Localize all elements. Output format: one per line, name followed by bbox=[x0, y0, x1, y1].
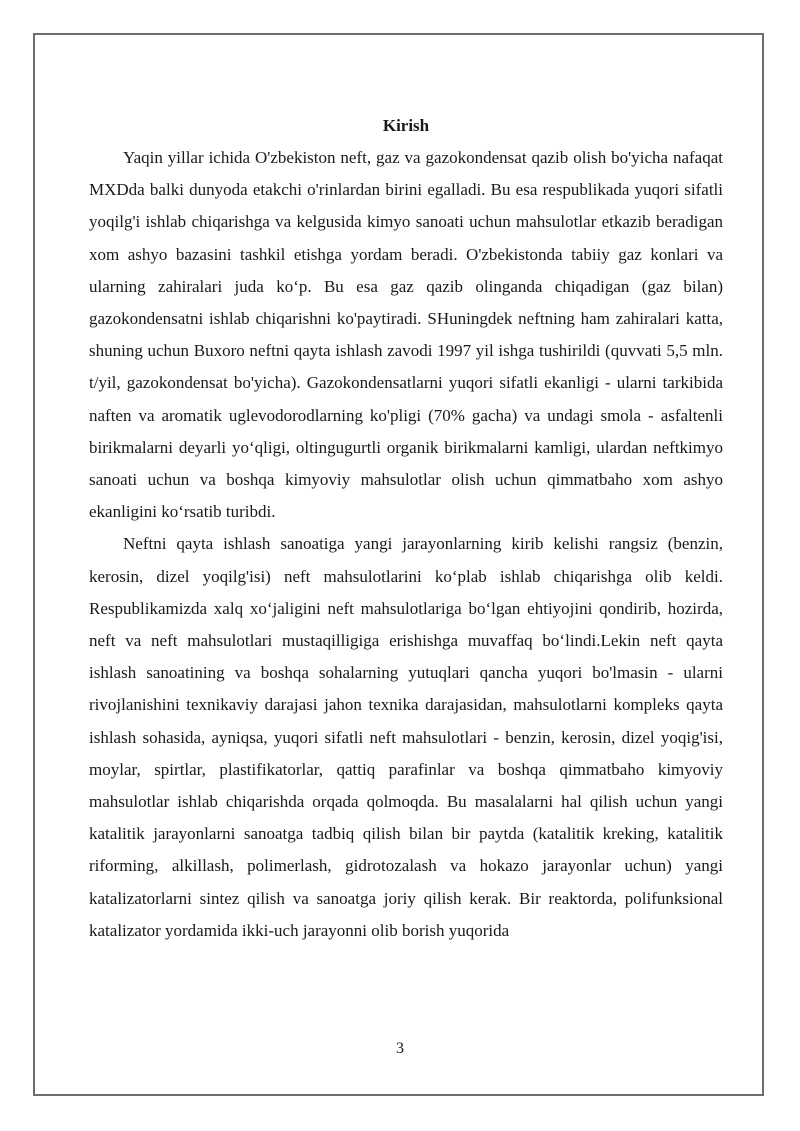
section-title: Kirish bbox=[382, 116, 430, 135]
paragraph-2: Neftni qayta ishlash sanoatiga yangi jarayonlarning kirib kelishi rangsiz (benzin, kerosin, dizel yoqilg'isi) neft mahsulotlarini ko‘plab ishlab chiqarishga olib keldi. Respublikamizda xalq xo‘jaligini neft mahsulotlariga bo‘lgan ehtiyojini qondirib, hozirda, neft va neft mahsulotlari mustaqilligiga erishishga muvaffaq bo‘lindi.Lekin neft qayta ishlash sanoatining va boshqa sohalarning yutuqlari qancha yuqori bo'lmasin - ularni rivojlanishini texnikaviy darajasi jahon texnika darajasidan, mahsulotlarni kompleks qayta ishlash sohasida, ayniqsa, yuqori sifatli neft mahsulotlari - benzin, kerosin, dizel yoqig'isi, moylar, spirtlar, plastifikatorlar, qattiq parafinlar va boshqa qimmatbaho kimyoviy mahsulotlar ishlab chiqarishda orqada qolmoqda. Bu masalalarni hal qilish uchun yangi katalitik jarayonlarni sanoatga tadbiq qilish bilan bir paytda (katalitik kreking, katalitik riforming, alkillash, polimerlash, gidrotozalash va hokazo jarayonlar uchun) yangi katalizatorlarni sintez qilish va sanoatga joriy qilish kerak. Bir reaktorda, polifunksional katalizator yordamida ikki-uch jarayonni olib borish yuqorida bbox=[89, 534, 723, 940]
paragraph-1: Yaqin yillar ichida O'zbekiston neft, gaz va gazokondensat qazib olish bo'yicha nafaqat MXDda balki dunyoda etakchi o'rinlardan birini egalladi. Bu esa respublikada yuqori sifatli yoqilg'i ishlab chiqarishga va kelgusida kimyo sanoati uchun mahsulotlar etkazib beradigan xom ashyo bazasini tashkil etishga yordam beradi. O'zbekistonda tabiiy gaz konlari va ularning zahiralari juda ko‘p. Bu esa gaz qazib olinganda chiqadigan (gaz bilan) gazokondensatni ishlab chiqarishni ko'paytiradi. SHuningdek neftning ham zahiralari katta, shuning uchun Buxoro neftni qayta ishlash zavodi 1997 yil ishga tushirildi (quvvati 5,5 mln. t/yil, gazokondensat bo'yicha). Gazokondensatlarni yuqori sifatli ekanligi - ularni tarkibida naften va aromatik uglevodorodlarning ko'pligi (70% gacha) va undagi smola - asfaltenli birikmalarni deyarli yo‘qligi, oltingugurtli organik birikmalarni kamligi, ulardan neftkimyo sanoati uchun va boshqa kimyoviy mahsulotlar olish uchun qimmatbaho xom ashyo ekanligini ko‘rsatib turibdi. bbox=[89, 148, 723, 522]
page-number: 3 bbox=[396, 1040, 404, 1057]
document-body bbox=[89, 112, 723, 947]
